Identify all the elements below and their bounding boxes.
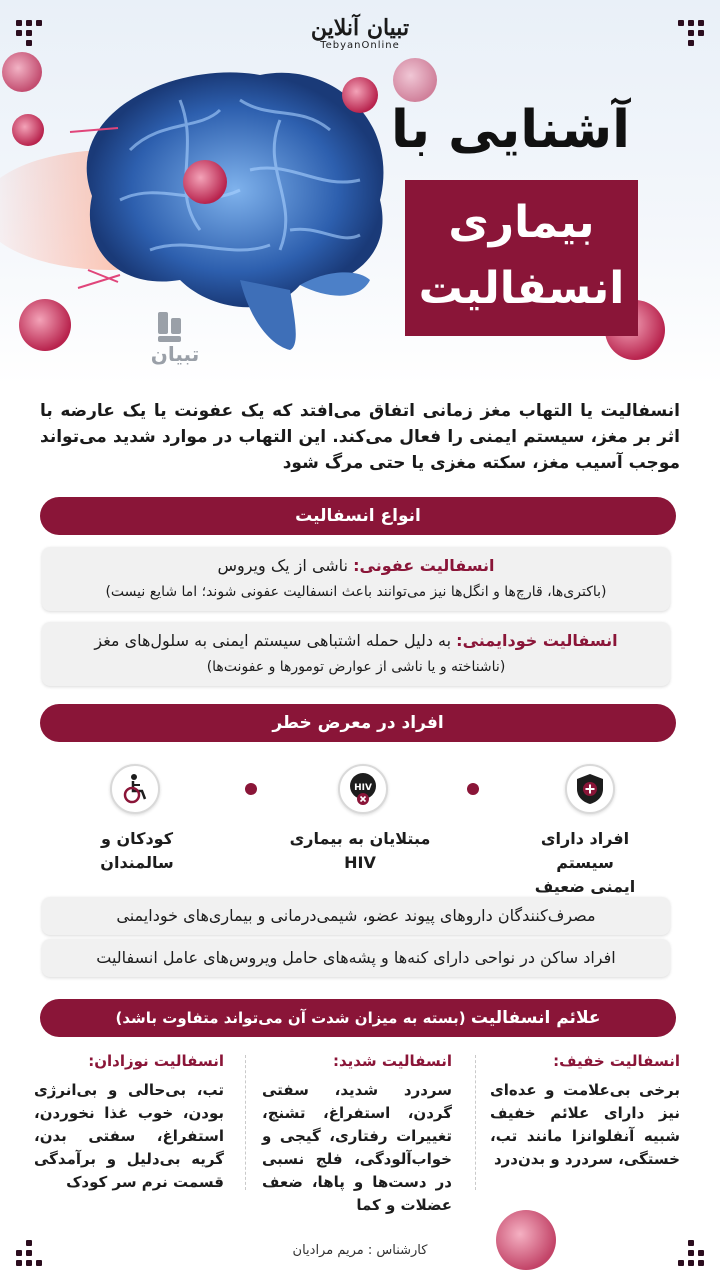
risk-label-line: مبتلایان به بیماری (289, 829, 431, 848)
type-autoimmune-title: انسفالیت خودایمنی: (456, 631, 618, 650)
shield-plus-icon (565, 764, 615, 814)
symptom-column-infant (34, 1050, 224, 1194)
brand-name-en: TebyanOnline (320, 40, 400, 51)
brand-watermark: تبیان (150, 342, 200, 366)
symptom-mild-title: انسفالیت خفیف: (553, 1052, 680, 1070)
type-infectious-text: ناشی از یک ویروس (217, 556, 349, 575)
symptoms-section-header (40, 999, 676, 1037)
hero-banner (0, 0, 720, 385)
symptom-severe-text: سردرد شدید، سفتی گردن، استفراغ، تشنج، تغییرات رفتاری، گیجی و خواب‌آلودگی، فلج نسبی در دست‌ها و پاها، ضعف عضلات و کما (262, 1081, 452, 1214)
risk-label-line: ایمنی ضعیف (534, 877, 636, 896)
column-divider (475, 1055, 476, 1190)
wheelchair-icon (110, 764, 160, 814)
hiv-icon (338, 764, 388, 814)
symptoms-header-note: (بسته به میزان شدت آن می‌تواند متفاوت باشد) (115, 1009, 466, 1027)
separator-dot (467, 783, 479, 795)
expert-credit: کارشناس : مریم مرادیان (292, 1243, 428, 1258)
corner-ornament-top-left (16, 20, 42, 46)
risk-label-line: افراد دارای سیستم (540, 829, 630, 872)
corner-ornament-top-right (678, 20, 704, 46)
risk-section-header: افراد در معرض خطر (40, 704, 676, 742)
risk-row-medication: مصرف‌کنندگان داروهای پیوند عضو، شیمی‌درمانی و بیماری‌های خودایمنی (42, 897, 670, 935)
symptom-column-mild (490, 1050, 680, 1171)
symptoms-header-title: علائم انسفالیت (470, 1008, 601, 1028)
separator-dot (245, 783, 257, 795)
type-autoimmune-note: (ناشناخته و یا ناشی از عوارض تومورها و عفونت‌ها) (206, 659, 506, 675)
title-line-2: بیماری (448, 197, 595, 248)
type-card-autoimmune (42, 622, 670, 686)
risk-label-line: کودکان و (100, 829, 174, 848)
risk-row-tick-mosquito: افراد ساکن در نواحی دارای کنه‌ها و پشه‌های حامل ویروس‌های عامل انسفالیت (42, 939, 670, 977)
virus-illustration (486, 1200, 566, 1280)
hiv-icon-text: HIV (354, 783, 372, 793)
risk-label-line: سالمندان (100, 853, 174, 872)
brand-name-fa: تبیان آنلاین (310, 15, 410, 41)
symptom-column-severe (262, 1050, 452, 1217)
type-infectious-note: (باکتری‌ها، قارچ‌ها و انگل‌ها نیز می‌توانند باعث انسفالیت عفونی شوند؛ اما شایع نیست) (105, 584, 607, 600)
symptom-infant-text: تب، بی‌حالی و بی‌انرژی بودن، خوب غذا نخوردن، استفراغ، سفتی بدن، گریه بی‌دلیل و برآمدگی قسمت نرم سر کودک (34, 1081, 224, 1191)
symptom-severe-title: انسفالیت شدید: (332, 1052, 452, 1070)
risk-label-children-elderly (62, 827, 212, 875)
title-line-3: انسفالیت (418, 263, 625, 314)
brand-logo (300, 16, 420, 51)
symptom-mild-text: برخی بی‌علامت و عده‌ای نیز دارای علائم خفیف شبیه آنفلوانزا مانند تب، خستگی، سردرد و بدن‌درد (490, 1081, 680, 1168)
risk-label-hiv (285, 827, 435, 875)
type-autoimmune-text: به دلیل حمله اشتباهی سیستم ایمنی به سلول‌های مغز (94, 631, 452, 650)
symptom-infant-title: انسفالیت نوزادان: (88, 1052, 224, 1070)
type-infectious-title: انسفالیت عفونی: (353, 556, 495, 575)
risk-label-line: HIV (344, 853, 376, 872)
type-card-infectious (42, 547, 670, 611)
types-section-header: انواع انسفالیت (40, 497, 676, 535)
title-box (405, 180, 638, 336)
title-line-1: آشنایی با (390, 100, 630, 160)
risk-label-weak-immunity (510, 827, 660, 899)
intro-paragraph: انسفالیت یا التهاب مغز زمانی اتفاق می‌افتد که یک عفونت یا یک عارضه با اثر بر مغز، سیستم ایمنی را فعال می‌کند. این التهاب در موارد شدید می‌تواند موجب آسیب مغز، سکته مغزی یا حتی مرگ شود (40, 401, 680, 473)
column-divider (245, 1055, 246, 1190)
